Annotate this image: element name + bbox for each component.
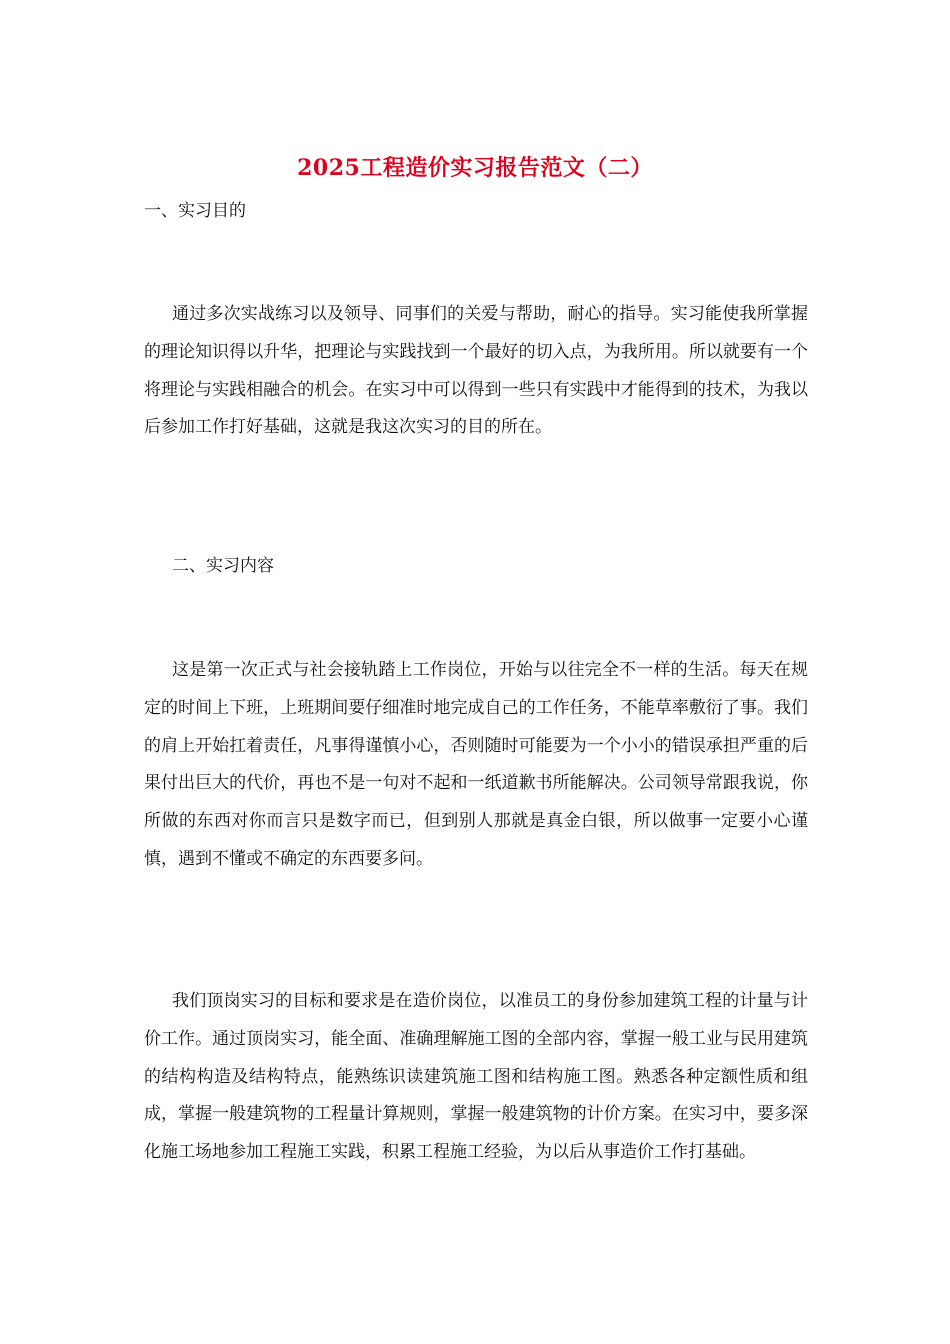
paragraph-purpose: 通过多次实战练习以及领导、同事们的关爱与帮助，耐心的指导。实习能使我所掌握的理论知识得以升华，把理论与实践找到一个最好的切入点，为我所用。所以就要有一个将理论与实践相融合的机会。在实习中可以得到一些只有实践中才能得到的技术，为我以后参加工作打好基础，这就是我这次实习的目的所在。 <box>144 304 808 438</box>
paragraph-content: 这是第一次正式与社会接轨踏上工作岗位，开始与以往完全不一样的生活。每天在规定的时间上下班，上班期间要仔细准时地完成自己的工作任务，不能草率敷衍了事。我们的肩上开始扛着责任，凡事得谨慎小心，否则随时可能要为一个小小的错误承担严重的后果付出巨大的代价，再也不是一句对不起和一纸道歉书所能解决。公司领导常跟我说，你所做的东西对你而言只是数字而已，但到别人那就是真金白银，所以做事一定要小心谨慎，遇到不懂或不确定的东西要多问。 <box>144 660 808 869</box>
section-heading-purpose: 一、实习目的 <box>144 201 246 221</box>
section-heading-content: 二、实习内容 <box>172 556 274 576</box>
paragraph-goals: 我们顶岗实习的目标和要求是在造价岗位，以准员工的身份参加建筑工程的计量与计价工作。通过顶岗实习，能全面、准确理解施工图的全部内容，掌握一般工业与民用建筑的结构构造及结构特点，能熟练识读建筑施工图和结构施工图。熟悉各种定额性质和组成，掌握一般建筑物的工程量计算规则，掌握一般建筑物的计价方案。在实习中，要多深化施工场地参加工程施工实践，积累工程施工经验，为以后从事造价工作打基础。 <box>144 991 808 1163</box>
document-title: 2025工程造价实习报告范文（二） <box>297 155 653 181</box>
